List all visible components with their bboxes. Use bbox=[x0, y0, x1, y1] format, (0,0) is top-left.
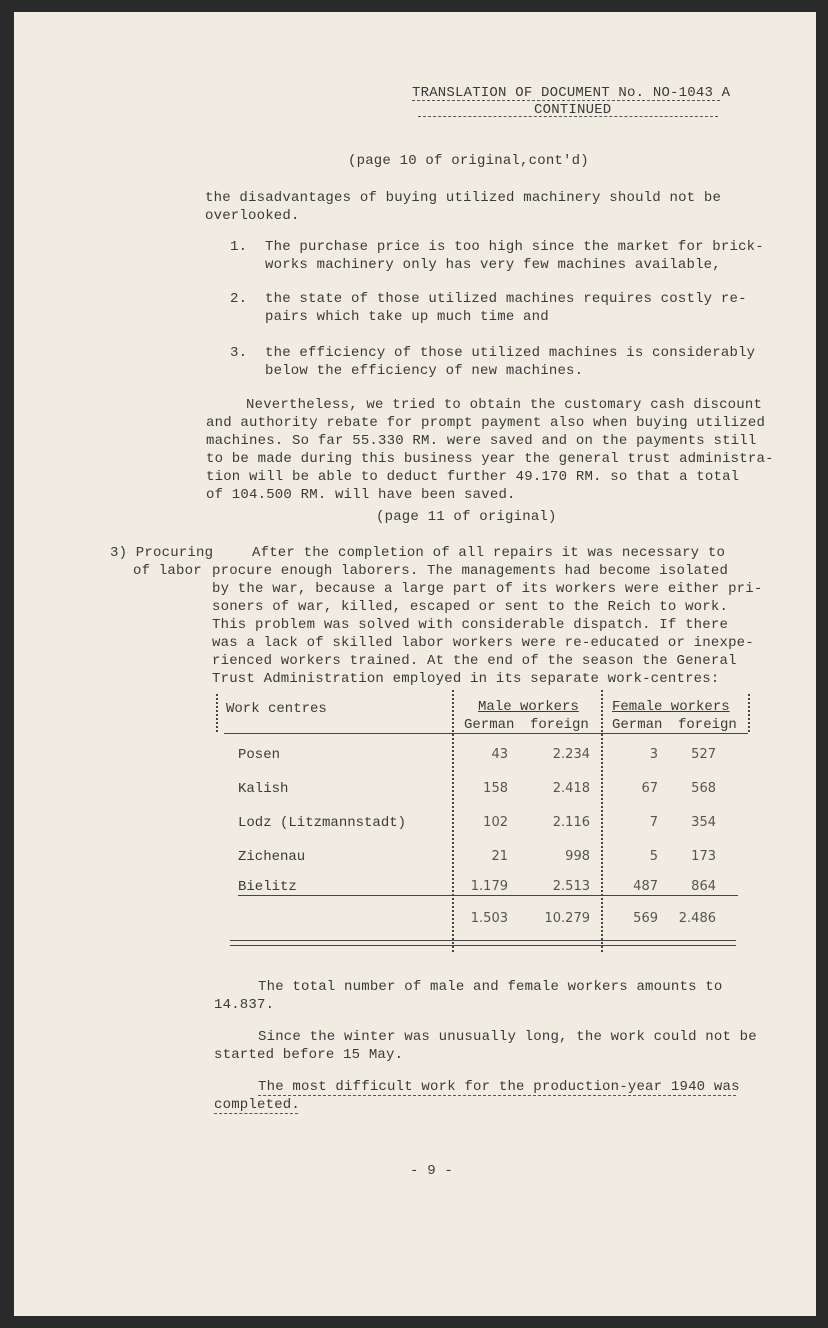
male-foreign: 2.234 bbox=[552, 747, 590, 762]
male-german: 158 bbox=[483, 781, 508, 796]
subtotal-rule bbox=[238, 895, 738, 896]
paragraph-line: The most difficult work for the production-year 1940 was bbox=[258, 1079, 740, 1095]
document-title: TRANSLATION OF DOCUMENT No. NO-1043 A bbox=[412, 85, 731, 101]
page-note-10: (page 10 of original,cont'd) bbox=[348, 153, 589, 169]
paragraph-line: of 104.500 RM. will have been saved. bbox=[206, 487, 516, 503]
subheader-foreign: foreign bbox=[530, 717, 589, 733]
list-number: 3. bbox=[230, 345, 248, 361]
female-german: 487 bbox=[633, 879, 658, 894]
female-german: 67 bbox=[641, 781, 658, 796]
section-line: was a lack of skilled labor workers were re-educated or inexpe- bbox=[212, 635, 754, 651]
total-female-german: 569 bbox=[633, 911, 658, 926]
list-item-line: the efficiency of those utilized machines is considerably bbox=[265, 345, 756, 361]
section-line: by the war, because a large part of its workers were either pri- bbox=[212, 581, 763, 597]
male-german: 1.179 bbox=[470, 879, 508, 894]
female-german: 3 bbox=[649, 747, 658, 762]
male-foreign: 2.116 bbox=[552, 815, 590, 830]
list-number: 2. bbox=[230, 291, 248, 307]
paragraph-line: completed. bbox=[214, 1097, 301, 1113]
section-line: soners of war, killed, escaped or sent to the Reich to work. bbox=[212, 599, 729, 615]
section-line: This problem was solved with considerable dispatch. If there bbox=[212, 617, 729, 633]
total-female-foreign: 2.486 bbox=[678, 911, 716, 926]
female-foreign: 568 bbox=[691, 781, 716, 796]
intro-line: overlooked. bbox=[205, 208, 300, 224]
row-name: Kalish bbox=[238, 781, 289, 797]
section-line: After the completion of all repairs it was necessary to bbox=[252, 545, 726, 561]
intro-line: the disadvantages of buying utilized machinery should not be bbox=[205, 190, 722, 206]
document-page bbox=[14, 12, 816, 1316]
header-male-workers: Male workers bbox=[478, 699, 579, 715]
paragraph-line: 14.837. bbox=[214, 997, 275, 1013]
subheader-german: German bbox=[464, 717, 515, 733]
document-subtitle: CONTINUED bbox=[534, 102, 612, 118]
header-work-centres: Work centres bbox=[226, 701, 327, 717]
female-foreign: 354 bbox=[691, 815, 716, 830]
table-border bbox=[748, 694, 750, 732]
row-name: Lodz (Litzmannstadt) bbox=[238, 815, 407, 831]
paragraph-line: Since the winter was unusually long, the work could not be bbox=[258, 1029, 757, 1045]
male-german: 21 bbox=[491, 849, 508, 864]
paragraph-line: and authority rebate for prompt payment also when buying utilized bbox=[206, 415, 766, 431]
total-rule bbox=[230, 945, 736, 946]
male-foreign: 998 bbox=[565, 849, 590, 864]
section-line: Trust Administration employed in its separate work-centres: bbox=[212, 671, 720, 687]
section-label: 3) Procuring bbox=[110, 545, 214, 561]
table-border bbox=[601, 690, 603, 952]
page-number: - 9 - bbox=[410, 1163, 454, 1179]
row-name: Bielitz bbox=[238, 879, 297, 895]
section-label: of labor bbox=[133, 563, 202, 579]
female-german: 5 bbox=[649, 849, 658, 864]
subheader-foreign: foreign bbox=[678, 717, 737, 733]
page-note-11: (page 11 of original) bbox=[376, 509, 557, 525]
subheader-german: German bbox=[612, 717, 663, 733]
total-rule bbox=[230, 940, 736, 941]
underline bbox=[258, 1095, 736, 1096]
list-item-line: works machinery only has very few machines available, bbox=[265, 257, 721, 273]
paragraph-line: tion will be able to deduct further 49.170 RM. so that a total bbox=[206, 469, 740, 485]
underline bbox=[214, 1113, 298, 1114]
table-border bbox=[216, 694, 218, 732]
paragraph-line: Nevertheless, we tried to obtain the customary cash discount bbox=[246, 397, 763, 413]
list-number: 1. bbox=[230, 239, 248, 255]
header-rule bbox=[224, 733, 748, 734]
row-name: Zichenau bbox=[238, 849, 306, 865]
paragraph-line: to be made during this business year the general trust administra- bbox=[206, 451, 774, 467]
list-item-line: pairs which take up much time and bbox=[265, 309, 549, 325]
female-foreign: 527 bbox=[691, 747, 716, 762]
female-foreign: 864 bbox=[691, 879, 716, 894]
header-female-workers: Female workers bbox=[612, 699, 730, 715]
list-item-line: below the efficiency of new machines. bbox=[265, 363, 584, 379]
list-item-line: The purchase price is too high since the market for brick- bbox=[265, 239, 764, 255]
list-item-line: the state of those utilized machines requires costly re- bbox=[265, 291, 747, 307]
paragraph-line: The total number of male and female workers amounts to bbox=[258, 979, 723, 995]
male-foreign: 2.418 bbox=[552, 781, 590, 796]
row-name: Posen bbox=[238, 747, 281, 763]
paragraph-line: machines. So far 55.330 RM. were saved and on the payments still bbox=[206, 433, 757, 449]
male-foreign: 2.513 bbox=[552, 879, 590, 894]
subtitle-underline bbox=[418, 116, 718, 117]
section-line: rienced workers trained. At the end of the season the General bbox=[212, 653, 737, 669]
total-male-foreign: 10.279 bbox=[544, 911, 590, 926]
paragraph-line: started before 15 May. bbox=[214, 1047, 404, 1063]
female-foreign: 173 bbox=[691, 849, 716, 864]
male-german: 43 bbox=[491, 747, 508, 762]
male-german: 102 bbox=[483, 815, 508, 830]
total-male-german: 1.503 bbox=[470, 911, 508, 926]
section-line: procure enough laborers. The managements had become isolated bbox=[212, 563, 729, 579]
female-german: 7 bbox=[649, 815, 658, 830]
